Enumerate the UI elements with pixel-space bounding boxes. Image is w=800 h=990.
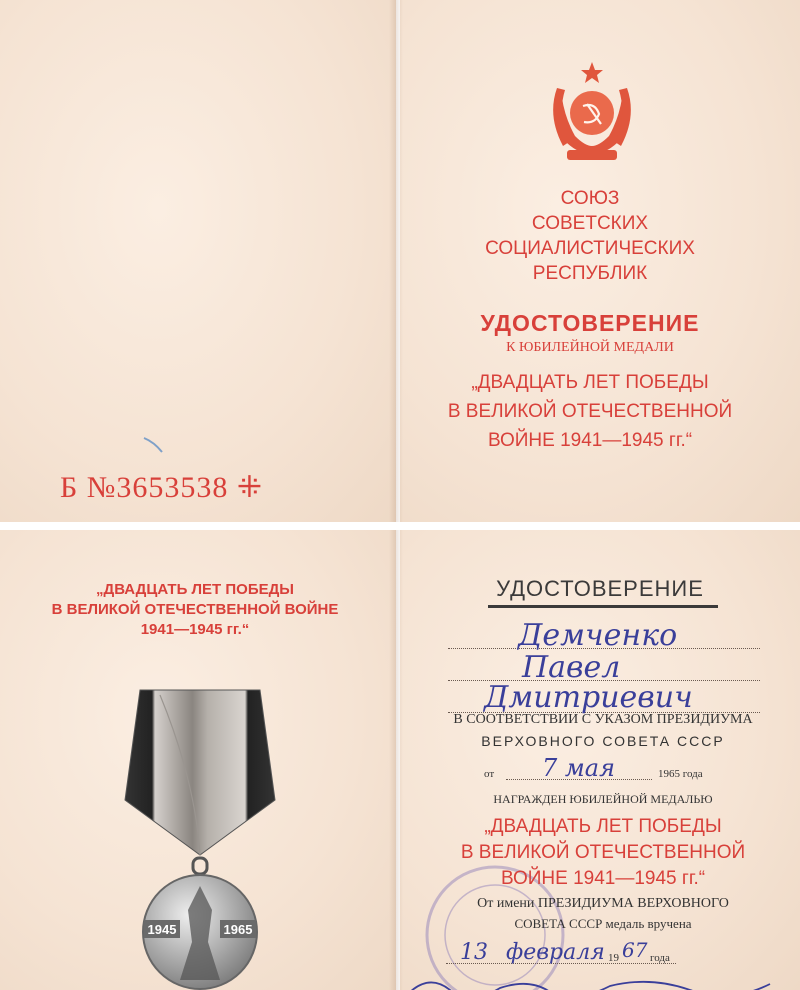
bottom-fold xyxy=(389,530,403,990)
patronymic-value: Дмитриевич xyxy=(484,680,693,715)
medal-name-line: В ВЕЛИКОЙ ОТЕЧЕСТВЕННОЙ xyxy=(447,401,733,422)
awarded-medal-line: В ВЕЛИКОЙ ОТЕЧЕСТВЕННОЙ xyxy=(460,842,746,863)
on-behalf-line-2: СОВЕТА СССР медаль вручена xyxy=(514,916,692,931)
decree-year: 1965 года xyxy=(658,768,703,780)
medal-page xyxy=(0,530,396,990)
cover-front-page xyxy=(400,0,800,522)
medal-subtitle: К ЮБИЛЕЙНОЙ МЕДАЛИ xyxy=(506,340,674,355)
handed-month: февраля xyxy=(506,940,605,965)
from-label: от xyxy=(484,768,495,780)
medal-heading-line: В ВЕЛИКОЙ ОТЕЧЕСТВЕННОЙ ВОЙНЕ xyxy=(51,601,339,618)
decree-date-value: 7 мая xyxy=(542,754,615,782)
union-line: РЕСПУБЛИК xyxy=(532,263,648,284)
medal-heading-line: „ДВАДЦАТЬ ЛЕТ ПОБЕДЫ xyxy=(96,581,294,598)
medal-year-right: 1965 xyxy=(223,922,253,937)
ussr-emblem-icon xyxy=(537,58,647,168)
serial-number: Б №3653538 ⁜ xyxy=(60,471,263,504)
medal-heading-line: 1941—1945 гг.“ xyxy=(140,621,250,638)
decree-line-1: В СООТВЕТСТВИИ С УКАЗОМ ПРЕЗИДИУМА xyxy=(453,712,753,727)
union-name xyxy=(440,186,740,286)
union-line: СОЦИАЛИСТИЧЕСКИХ xyxy=(485,238,695,259)
decree-date-row xyxy=(484,754,754,786)
surname-value: Демченко xyxy=(518,618,678,653)
awarded-line: НАГРАЖДЕН ЮБИЛЕЙНОЙ МЕДАЛЬЮ xyxy=(493,792,713,806)
union-line: СОЮЗ xyxy=(560,188,620,209)
awarded-medal-line: ВОЙНЕ 1941—1945 гг.“ xyxy=(500,868,706,889)
medal-illustration xyxy=(100,680,300,990)
handed-year-label: года xyxy=(650,952,670,964)
medal-name xyxy=(420,368,760,455)
handed-day: 13 xyxy=(460,940,488,965)
certificate-heading: УДОСТОВЕРЕНИЕ xyxy=(496,576,704,601)
awarded-medal-name xyxy=(418,814,788,892)
first-name-value: Павел xyxy=(522,650,621,685)
handed-year-suffix: 67 xyxy=(622,938,648,962)
medal-name-line: ВОЙНЕ 1941—1945 гг.“ xyxy=(487,430,693,451)
on-behalf-line-1: От имени ПРЕЗИДИУМА ВЕРХОВНОГО xyxy=(477,896,729,911)
handed-year-prefix: 19 xyxy=(608,952,619,964)
ink-mark xyxy=(140,432,170,462)
cover-back-page xyxy=(0,0,396,522)
medal-year-left: 1945 xyxy=(147,922,177,937)
certificate-title: УДОСТОВЕРЕНИЕ xyxy=(480,310,700,336)
decree-line-2: ВЕРХОВНОГО СОВЕТА СССР xyxy=(481,733,725,749)
title-underline xyxy=(488,605,718,608)
top-fold xyxy=(389,0,403,522)
handed-date-row xyxy=(440,940,780,970)
signature xyxy=(400,970,780,990)
certificate-page xyxy=(400,530,800,990)
medal-name-line: „ДВАДЦАТЬ ЛЕТ ПОБЕДЫ xyxy=(471,372,709,393)
awarded-medal-line: „ДВАДЦАТЬ ЛЕТ ПОБЕДЫ xyxy=(484,816,722,837)
medal-heading xyxy=(20,580,370,640)
union-line: СОВЕТСКИХ xyxy=(531,213,649,234)
